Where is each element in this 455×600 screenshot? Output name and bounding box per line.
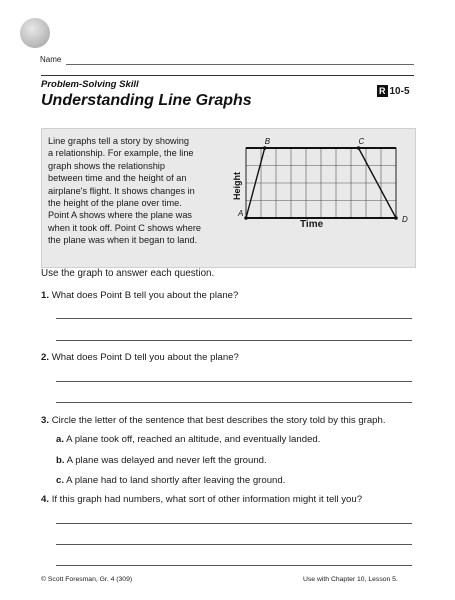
name-label: Name: [40, 55, 62, 64]
answer-line-2b[interactable]: [56, 402, 412, 403]
choice-b[interactable]: [56, 455, 267, 466]
question-3-number: 3.: [41, 415, 50, 426]
badge-number: 10-5: [389, 85, 410, 97]
choice-a-letter: a.: [56, 434, 65, 445]
answer-line-4a[interactable]: [56, 523, 412, 524]
question-4-number: 4.: [41, 494, 50, 505]
california-logo-icon: [20, 18, 50, 48]
question-3-text: Circle the letter of the sentence that best describes the story told by this graph.: [51, 415, 386, 426]
badge-letter: R: [379, 86, 386, 96]
info-line: airplane's flight. It shows changes in: [48, 185, 195, 196]
answer-line-1a[interactable]: [56, 318, 412, 319]
question-4: [41, 494, 362, 505]
header-rule: [41, 75, 414, 76]
question-1-number: 1.: [41, 290, 50, 301]
info-line: graph shows the relationship: [48, 160, 165, 171]
footer-copyright: © Scott Foresman, Gr. 4 (309): [41, 576, 133, 583]
info-line: between time and the height of an: [48, 173, 187, 184]
question-1: [41, 290, 238, 301]
x-axis-label: Time: [300, 219, 324, 230]
question-2-text: What does Point D tell you about the plane?: [51, 352, 239, 363]
lesson-badge: [377, 85, 410, 97]
question-4-text: If this graph had numbers, what sort of other information might it tell you?: [51, 494, 363, 505]
question-2-number: 2.: [41, 352, 50, 363]
answer-line-2a[interactable]: [56, 381, 412, 382]
answer-line-1b[interactable]: [56, 340, 412, 341]
info-text: [48, 135, 244, 247]
point-label-d: D: [402, 215, 408, 224]
info-line: Point A shows where the plane was: [48, 210, 193, 221]
question-3: [41, 415, 386, 426]
choice-c[interactable]: [56, 475, 285, 486]
answer-line-4c[interactable]: [56, 565, 412, 566]
choice-b-letter: b.: [56, 455, 65, 466]
page-title: Understanding Line Graphs: [41, 92, 252, 109]
point-d: [394, 216, 398, 220]
answer-line-4b[interactable]: [56, 544, 412, 545]
y-axis-label: Height: [232, 172, 242, 200]
info-line: when it took off. Point C shows where: [48, 222, 202, 233]
point-label-c: C: [358, 137, 365, 146]
info-line: Line graphs tell a story by showing: [48, 136, 189, 146]
info-line: a relationship. For example, the line: [48, 148, 194, 159]
point-c: [357, 146, 361, 150]
footer-lesson: Use with Chapter 10, Lesson 5.: [303, 576, 398, 583]
info-line: the height of the plane over time.: [48, 198, 182, 209]
name-field-line[interactable]: [66, 64, 414, 65]
question-1-text: What does Point B tell you about the plane?: [51, 290, 239, 301]
questions-intro: Use the graph to answer each question.: [41, 268, 215, 279]
point-a: [244, 216, 248, 220]
skill-heading: Problem-Solving Skill: [41, 79, 139, 90]
choice-b-text: A plane was delayed and never left the ground.: [66, 455, 267, 466]
point-label-b: B: [264, 137, 271, 146]
choice-c-letter: c.: [56, 475, 65, 486]
choice-a-text: A plane took off, reached an altitude, and eventually landed.: [66, 434, 321, 445]
point-label-a: A: [238, 209, 244, 218]
point-b: [263, 146, 267, 150]
question-2: [41, 352, 239, 363]
info-line: the plane was when it began to land.: [48, 235, 198, 246]
choice-a[interactable]: [56, 434, 320, 445]
choice-c-text: A plane had to land shortly after leaving the ground.: [66, 475, 286, 486]
